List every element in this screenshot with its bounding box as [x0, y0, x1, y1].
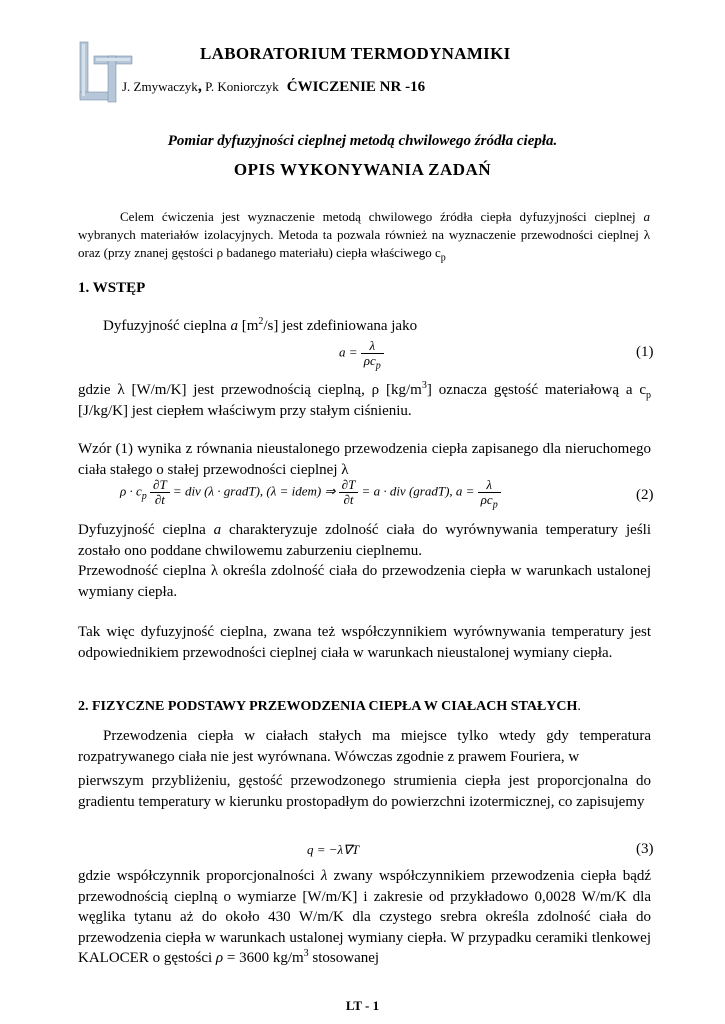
intro-line1: Celem ćwiczenia jest wyznaczenie metodą chwilowego źródła ciepła dyfuzyjności cieplnej — [120, 209, 644, 224]
equation-1-number: (1) — [636, 344, 654, 360]
section-1-heading: 1. WSTĘP — [78, 280, 146, 296]
sec2-p1: Przewodzenia ciepła w ciałach stałych ma miejsce tylko wtedy gdy temperatura rozpatrywanego ciała nie jest wyrównana. Wówczas zgodnie z prawem Fouriera, w — [78, 728, 651, 765]
lab-title: LABORATORIUM TERMODYNAMIKI — [200, 44, 511, 63]
sec1-p1: Dyfuzyjność cieplna a $[m^2/s]$ jest zdefiniowana jako — [103, 316, 418, 334]
intro-line2: wybranych materiałów izolacyjnych. Metoda ta pozwala również na wyznaczenie przewodności — [78, 227, 593, 242]
sec1-p4: Dyfuzyjność cieplna a charakteryzuje zdolność ciała do wyrównywania temperatury jeśli zostało ono poddane chwilowemu zaburzeniu cieplnemu. — [78, 522, 651, 559]
author-2: P. Koniorczyk — [201, 79, 279, 94]
equation-2: $\rho \cdot c_p$ $\frac{\partial T}{\partial t}$ = div (λ · gradT), (λ = idem) ⇒ $\frac{\partial T}{\partial t}$ = a · div (gradT), a = $\frac{\lambda}{\rho c_p}$ — [120, 478, 501, 507]
sec2-p2: pierwszym przybliżeniu, gęstość przewodzonego strumienia ciepła jest proporcjonalna do gradientu temperatury w kierunku prostopadłym do powierzchni izotermicznej, co zapisujemy — [78, 773, 651, 810]
intro-var-a: a — [643, 209, 650, 224]
sec1-p6: Tak więc dyfuzyjność cieplna, zwana też współczynnikiem wyrównywania temperatury jest odpowiednikiem przewodności cieplnej ciała w warunkach nieustalonej wymiany ciepła. — [78, 624, 651, 661]
sec1-p2: gdzie λ [W/m/K] jest przewodnością cieplną, ρ $[kg/m^3]$ oznacza gęstość materiałową a $c_p$ [J/kg/K] jest ciepłem właściwym przy stałym ciśnieniu. — [78, 380, 652, 419]
equation-3-number: (3) — [636, 841, 654, 857]
document-subtitle: Pomiar dyfuzyjności cieplnej metodą chwilowego źródła ciepła. — [167, 133, 558, 149]
equation-3: q = −λ∇T — [307, 842, 360, 857]
authors-line — [122, 78, 425, 96]
intro-sub-p: p — [440, 252, 446, 264]
sec1-p3: Wzór (1) wynika z równania nieustalonego przewodzenia ciepła zapisanego dla nieruchomego ciała stałego o stałej przewodności cieplnej λ — [78, 441, 651, 478]
equation-1: a = $\frac{\lambda}{\rho c_p}$ — [339, 339, 384, 368]
author-comma: , — [197, 78, 202, 95]
page-footer: LT - 1 — [345, 998, 380, 1013]
sec2-p3: gdzie współczynnik proporcjonalności λ zwany współczynnikiem przewodzenia ciepła bądź przewodnością cieplną o wymiarze [W/m/K] i zakresie od przykładowo 0,0028 W/m/K dla węglika tytanu aż do około 430 W/m/K dla czystego srebra określa zdolność ciała do przewodzenia ciepła w warunkach ustalonej wymiany ciepła. W przypadku ceramiki tlenkowej KALOCER o gęstości ρ = 3600 $kg/m^3$ stosowanej — [78, 868, 652, 966]
intro-paragraph — [78, 208, 650, 262]
section-title: OPIS WYKONYWANIA ZADAŃ — [233, 160, 492, 179]
intro-line3: cieplnej λ oraz (przy znanej gęstości ρ badanego materiału) ciepła właściwego c — [78, 227, 651, 260]
sec1-p5: Przewodność cieplna λ określa zdolność ciała do przewodzenia ciepła w warunkach ustalonej wymiany ciepła. — [78, 563, 651, 600]
author-1: J. Zmywaczyk — [122, 79, 198, 94]
equation-2-number: (2) — [636, 487, 654, 503]
exercise-number: ĆWICZENIE NR -16 — [286, 79, 426, 95]
section-2-heading: 2. FIZYCZNE PODSTAWY PRZEWODZENIA CIEPŁA W CIAŁACH STAŁYCH. — [78, 699, 581, 714]
